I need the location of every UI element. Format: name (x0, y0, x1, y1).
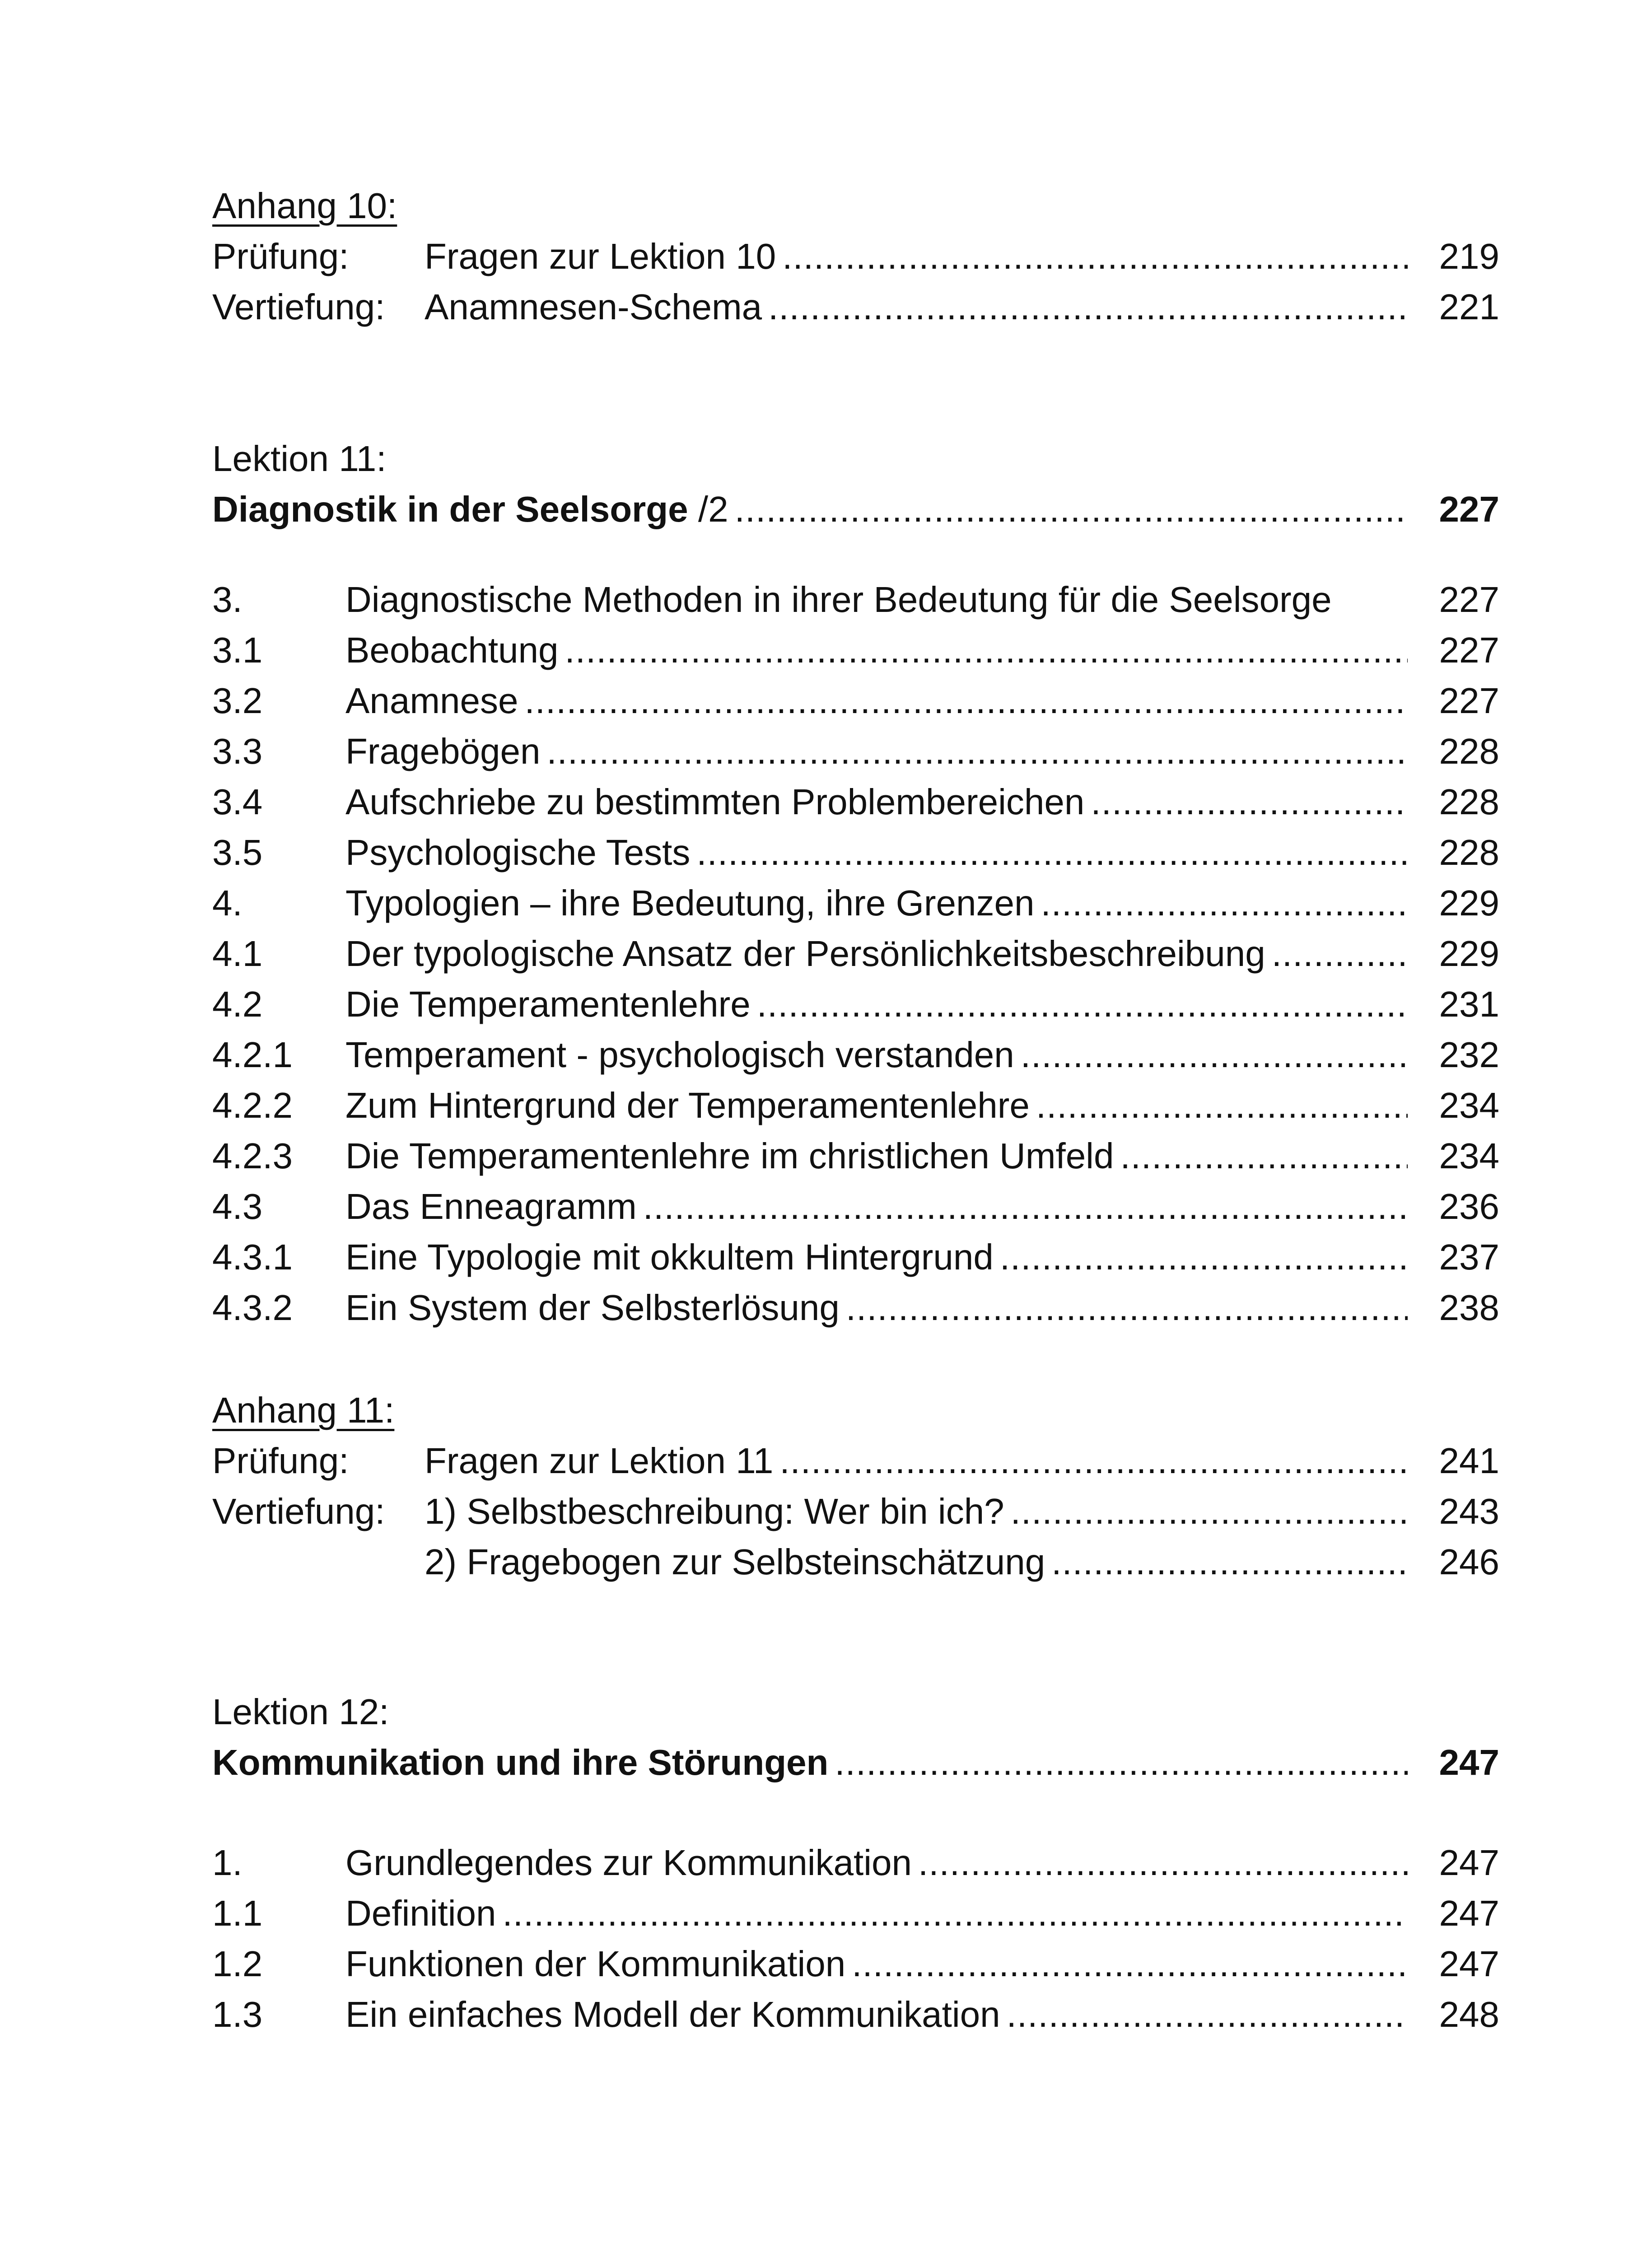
entry-title: Ein einfaches Modell der Kommunikation (345, 1994, 1000, 2034)
appendix-row-label: Prüfung: (212, 1441, 349, 1481)
dot-leader (1091, 777, 1408, 827)
entry-number: 4.2.1 (212, 1035, 293, 1075)
entry-number: 4.3.1 (212, 1237, 293, 1277)
dot-leader (779, 1436, 1408, 1486)
page-number: 227 (1439, 630, 1499, 670)
entry-number: 1.2 (212, 1944, 263, 1984)
entry-number: 3.3 (212, 731, 263, 771)
entry-title: Temperament - psychologisch verstanden (345, 1035, 1014, 1075)
toc-entry (212, 928, 1499, 979)
page-number: 219 (1439, 236, 1499, 276)
dot-leader (757, 979, 1408, 1030)
page-number: 227 (1439, 681, 1499, 721)
entry-title: Eine Typologie mit okkultem Hintergrund (345, 1237, 994, 1277)
entry-title: Grundlegendes zur Kommunikation (345, 1843, 912, 1883)
toc-entry (212, 574, 1499, 625)
entry-number: 4. (212, 883, 243, 923)
page-number: 227 (1439, 579, 1499, 620)
toc-entry (212, 676, 1499, 726)
appendix-heading (212, 1385, 1499, 1436)
entry-title: Diagnostische Methoden in ihrer Bedeutung für die Seelsorge (345, 579, 1332, 620)
page-number: 247 (1439, 1843, 1499, 1883)
dot-leader (1120, 1131, 1408, 1181)
toc-entry (212, 1989, 1499, 2040)
appendix-row-label: Vertiefung: (212, 287, 385, 327)
dot-leader (735, 484, 1408, 535)
toc-entry (212, 726, 1499, 777)
entry-number: 4.2.3 (212, 1136, 293, 1176)
dot-leader (1036, 1080, 1408, 1131)
toc-entry (212, 827, 1499, 878)
page-number: 227 (1439, 489, 1499, 529)
dot-leader (1272, 928, 1408, 979)
page-number: 234 (1439, 1136, 1499, 1176)
lesson-title-row (212, 484, 1499, 535)
entry-number: 3.1 (212, 630, 263, 670)
entry-title: Die Temperamentenlehre (345, 984, 751, 1024)
toc-entry (212, 1080, 1499, 1131)
toc-entry (212, 1232, 1499, 1283)
table-of-contents (212, 181, 1499, 2040)
entry-title: Beobachtung (345, 630, 559, 670)
lesson-title: Kommunikation und ihre Störungen (212, 1742, 829, 1782)
appendix-row-title: Fragen zur Lektion 10 (425, 236, 776, 276)
appendix-row (212, 1436, 1499, 1486)
page-number: 247 (1439, 1944, 1499, 1984)
dot-leader (643, 1181, 1408, 1232)
appendix-row (212, 231, 1499, 282)
lesson-label (212, 434, 1499, 484)
dot-leader (546, 726, 1408, 777)
toc-entry (212, 1030, 1499, 1080)
page-number: 228 (1439, 782, 1499, 822)
page-number: 221 (1439, 287, 1499, 327)
entry-title: Anamnese (345, 681, 518, 721)
entry-title: Das Enneagramm (345, 1186, 637, 1227)
lesson-title: Diagnostik in der Seelsorge /2 (212, 489, 728, 529)
page-number: 228 (1439, 832, 1499, 872)
appendix-row (212, 1537, 1499, 1587)
toc-entry (212, 1131, 1499, 1181)
toc-entry (212, 1283, 1499, 1333)
entry-number: 4.1 (212, 933, 263, 974)
toc-entry (212, 1939, 1499, 1989)
entry-number: 3. (212, 579, 243, 620)
toc-entry (212, 878, 1499, 928)
page-number: 234 (1439, 1085, 1499, 1125)
entry-title: Psychologische Tests (345, 832, 691, 872)
page-number: 231 (1439, 984, 1499, 1024)
appendix-heading-label: Anhang 10: (212, 186, 397, 226)
dot-leader (852, 1939, 1408, 1989)
appendix-row-label: Vertiefung: (212, 1491, 385, 1531)
appendix-heading (212, 181, 1499, 231)
entry-number: 4.2.2 (212, 1085, 293, 1125)
appendix-row-label: Prüfung: (212, 236, 349, 276)
page-number: 228 (1439, 731, 1499, 771)
dot-leader (846, 1283, 1408, 1333)
page-number: 238 (1439, 1288, 1499, 1328)
lesson-title-suffix: /2 (688, 489, 728, 529)
toc-entry (212, 625, 1499, 676)
entry-title: Typologien – ihre Bedeutung, ihre Grenzen (345, 883, 1035, 923)
entry-title: Zum Hintergrund der Temperamentenlehre (345, 1085, 1030, 1125)
toc-entry (212, 1838, 1499, 1888)
dot-leader (503, 1888, 1408, 1939)
entry-number: 1.1 (212, 1893, 263, 1933)
entry-number: 3.4 (212, 782, 263, 822)
dot-leader (696, 827, 1408, 878)
entry-number: 1.3 (212, 1994, 263, 2034)
entry-title: Aufschriebe zu bestimmten Problembereichen (345, 782, 1085, 822)
dot-leader (1011, 1486, 1408, 1537)
page-number: 248 (1439, 1994, 1499, 2034)
toc-entry (212, 777, 1499, 827)
toc-entry (212, 1181, 1499, 1232)
toc-entry (212, 1888, 1499, 1939)
appendix-row-title: 1) Selbstbeschreibung: Wer bin ich? (425, 1491, 1004, 1531)
appendix-row-title: Anamnesen-Schema (425, 287, 762, 327)
lesson-title-row (212, 1737, 1499, 1788)
page-number: 229 (1439, 883, 1499, 923)
appendix-row-title: 2) Fragebogen zur Selbsteinschätzung (425, 1542, 1045, 1582)
entry-number: 1. (212, 1843, 243, 1883)
dot-leader (835, 1737, 1408, 1788)
lesson-label (212, 1687, 1499, 1737)
dot-leader (1000, 1232, 1408, 1283)
page-number: 232 (1439, 1035, 1499, 1075)
toc-entry (212, 979, 1499, 1030)
entry-number: 4.3.2 (212, 1288, 293, 1328)
dot-leader (1007, 1989, 1408, 2040)
dot-leader (1021, 1030, 1408, 1080)
page-number: 247 (1439, 1742, 1499, 1782)
page-number: 243 (1439, 1491, 1499, 1531)
appendix-row-title: Fragen zur Lektion 11 (425, 1441, 774, 1481)
appendix-heading-label: Anhang 11: (212, 1390, 395, 1430)
lesson-label-text: Lektion 12: (212, 1692, 389, 1732)
dot-leader (768, 282, 1408, 332)
page-number: 246 (1439, 1542, 1499, 1582)
entry-number: 4.3 (212, 1186, 263, 1227)
page-number: 236 (1439, 1186, 1499, 1227)
entry-title: Definition (345, 1893, 496, 1933)
dot-leader (565, 625, 1408, 676)
appendix-row (212, 282, 1499, 332)
entry-number: 4.2 (212, 984, 263, 1024)
entry-title: Ein System der Selbsterlösung (345, 1288, 840, 1328)
page-number: 237 (1439, 1237, 1499, 1277)
entry-title: Der typologische Ansatz der Persönlichkeitsbeschreibung (345, 933, 1265, 974)
appendix-row (212, 1486, 1499, 1537)
dot-leader (524, 676, 1408, 726)
dot-leader (782, 231, 1408, 282)
page-number: 241 (1439, 1441, 1499, 1481)
dot-leader (1051, 1537, 1408, 1587)
entry-number: 3.5 (212, 832, 263, 872)
page-number: 247 (1439, 1893, 1499, 1933)
lesson-label-text: Lektion 11: (212, 439, 387, 479)
entry-title: Funktionen der Kommunikation (345, 1944, 846, 1984)
entry-title: Die Temperamentenlehre im christlichen Umfeld (345, 1136, 1114, 1176)
entry-number: 3.2 (212, 681, 263, 721)
page-number: 229 (1439, 933, 1499, 974)
entry-title: Fragebögen (345, 731, 541, 771)
dot-leader (1041, 878, 1408, 928)
dot-leader (918, 1838, 1408, 1888)
